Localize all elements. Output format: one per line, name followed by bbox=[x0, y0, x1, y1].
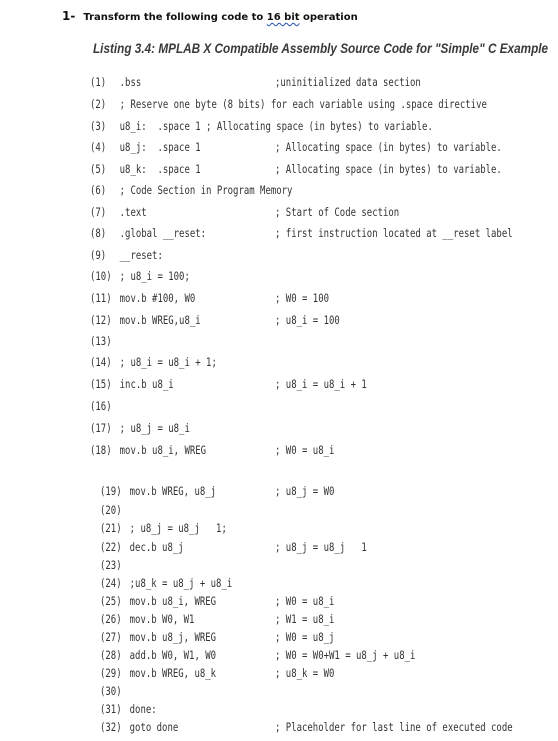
line-number: (32) bbox=[100, 720, 122, 734]
instruction-text: u8_j: .space 1 bbox=[119, 140, 201, 154]
line-number: (30) bbox=[100, 684, 122, 698]
line-number: (17) bbox=[90, 421, 112, 435]
code-line bbox=[100, 556, 130, 574]
line-number: (2) bbox=[90, 97, 107, 111]
instruction-text: __reset: bbox=[119, 248, 163, 262]
code-comment: ; u8_i = u8_i + 1 bbox=[275, 377, 367, 391]
line-number: (29) bbox=[100, 666, 122, 680]
code-line bbox=[100, 538, 184, 556]
instruction-text: ; Reserve one byte (8 bits) for each variable using .space directive bbox=[119, 97, 487, 111]
instruction-text: mov.b W0, W1 bbox=[129, 612, 195, 626]
line-number: (9) bbox=[90, 248, 107, 262]
line-number: (23) bbox=[100, 558, 122, 572]
line-number: (28) bbox=[100, 648, 122, 662]
code-line bbox=[100, 574, 232, 592]
code-line bbox=[100, 682, 130, 700]
code-line bbox=[100, 610, 194, 628]
instruction-text: u8_k: .space 1 bbox=[119, 162, 201, 176]
code-comment: ; Allocating space (in bytes) to variable. bbox=[275, 162, 502, 176]
code-line bbox=[90, 95, 487, 113]
listing-caption: Listing 3.4: MPLAB X Compatible Assembly Source Code for "Simple" C Example bbox=[93, 40, 549, 56]
code-comment: ; W0 = u8_i bbox=[275, 594, 335, 608]
instruction-text: mov.b WREG,u8_i bbox=[119, 313, 201, 327]
line-number: (25) bbox=[100, 594, 122, 608]
instruction-text: mov.b u8_j, WREG bbox=[129, 630, 217, 644]
instruction-text: ; u8_j = u8_i bbox=[119, 421, 190, 435]
line-number: (8) bbox=[90, 226, 107, 240]
line-number: (3) bbox=[90, 119, 107, 133]
code-line bbox=[100, 519, 227, 537]
code-line bbox=[90, 375, 174, 393]
code-line bbox=[100, 664, 216, 682]
code-comment: ; first instruction located at __reset label bbox=[275, 226, 513, 240]
instruction-text: mov.b #100, W0 bbox=[119, 291, 196, 305]
code-comment: ; Placeholder for last line of executed code bbox=[275, 720, 513, 734]
instruction-text: .global __reset: bbox=[119, 226, 207, 240]
question-number: 1- bbox=[62, 9, 76, 23]
code-comment: ; u8_k = W0 bbox=[275, 666, 335, 680]
code-line bbox=[90, 138, 201, 156]
instruction-text: mov.b WREG, u8_k bbox=[129, 666, 217, 680]
instruction-text: add.b W0, W1, W0 bbox=[129, 648, 217, 662]
code-line bbox=[90, 289, 195, 307]
question-text-underlined: 16 bit bbox=[266, 12, 300, 23]
code-comment: ; u8_j = W0 bbox=[275, 484, 335, 498]
code-comment: ; u8_i = 100 bbox=[275, 313, 340, 327]
instruction-text: mov.b WREG, u8_j bbox=[129, 484, 217, 498]
code-line bbox=[90, 419, 190, 437]
line-number: (19) bbox=[100, 484, 122, 498]
instruction-text: inc.b u8_i bbox=[119, 377, 174, 391]
line-number: (16) bbox=[90, 399, 112, 413]
line-number: (15) bbox=[90, 377, 112, 391]
instruction-text: u8_i: .space 1 ; Allocating space (in bytes) to variable. bbox=[119, 119, 433, 133]
code-comment: ; W1 = u8_i bbox=[275, 612, 335, 626]
instruction-text: ; u8_j = u8_j 1; bbox=[129, 521, 227, 535]
line-number: (27) bbox=[100, 630, 122, 644]
instruction-text: ; u8_i = 100; bbox=[119, 269, 190, 283]
code-line bbox=[100, 718, 178, 736]
line-number: (1) bbox=[90, 75, 107, 89]
code-comment: ; Start of Code section bbox=[275, 205, 400, 219]
line-number: (10) bbox=[90, 269, 112, 283]
code-comment: ; W0 = W0+W1 = u8_j + u8_i bbox=[275, 648, 416, 662]
instruction-text: done: bbox=[129, 702, 157, 716]
line-number: (18) bbox=[90, 443, 112, 457]
code-line bbox=[90, 267, 190, 285]
instruction-text: ; u8_i = u8_i + 1; bbox=[119, 355, 217, 369]
code-line bbox=[90, 203, 147, 221]
instruction-text: ; Code Section in Program Memory bbox=[119, 183, 293, 197]
code-line bbox=[90, 311, 201, 329]
instruction-text: ;u8_k = u8_j + u8_i bbox=[129, 576, 233, 590]
code-comment: ; W0 = u8_i bbox=[275, 443, 335, 457]
instruction-text: mov.b u8_i, WREG bbox=[129, 594, 217, 608]
code-line bbox=[100, 628, 216, 646]
code-comment: ; Allocating space (in bytes) to variable. bbox=[275, 140, 502, 154]
code-line bbox=[100, 646, 216, 664]
code-line bbox=[90, 332, 120, 350]
code-comment: ;uninitialized data section bbox=[275, 75, 421, 89]
code-line bbox=[90, 353, 217, 371]
code-line bbox=[90, 73, 141, 91]
code-line bbox=[90, 441, 206, 459]
question-text-after: operation bbox=[299, 12, 358, 23]
line-number: (26) bbox=[100, 612, 122, 626]
line-number: (7) bbox=[90, 205, 107, 219]
line-number: (13) bbox=[90, 334, 112, 348]
code-comment: ; W0 = u8_j bbox=[275, 630, 335, 644]
code-line bbox=[90, 397, 120, 415]
code-line bbox=[90, 181, 292, 199]
question-heading bbox=[62, 9, 358, 23]
code-comment: ; W0 = 100 bbox=[275, 291, 330, 305]
code-line bbox=[100, 482, 216, 500]
instruction-text: dec.b u8_j bbox=[129, 540, 184, 554]
instruction-text: .bss bbox=[119, 75, 142, 89]
line-number: (6) bbox=[90, 183, 107, 197]
code-line bbox=[100, 501, 130, 519]
code-line bbox=[100, 592, 216, 610]
code-comment: ; u8_j = u8_j 1 bbox=[275, 540, 367, 554]
code-line bbox=[90, 224, 206, 242]
code-line bbox=[90, 246, 163, 264]
line-number: (4) bbox=[90, 140, 107, 154]
instruction-text: .text bbox=[119, 205, 147, 219]
instruction-text: mov.b u8_i, WREG bbox=[119, 443, 207, 457]
instruction-text: goto done bbox=[129, 720, 179, 734]
line-number: (12) bbox=[90, 313, 112, 327]
line-number: (20) bbox=[100, 503, 122, 517]
line-number: (31) bbox=[100, 702, 122, 716]
line-number: (24) bbox=[100, 576, 122, 590]
question-text-before: Transform the following code to bbox=[83, 12, 267, 23]
line-number: (11) bbox=[90, 291, 112, 305]
code-line bbox=[90, 160, 201, 178]
code-line bbox=[100, 700, 157, 718]
code-line bbox=[90, 117, 433, 135]
line-number: (21) bbox=[100, 521, 122, 535]
line-number: (5) bbox=[90, 162, 107, 176]
line-number: (14) bbox=[90, 355, 112, 369]
line-number: (22) bbox=[100, 540, 122, 554]
